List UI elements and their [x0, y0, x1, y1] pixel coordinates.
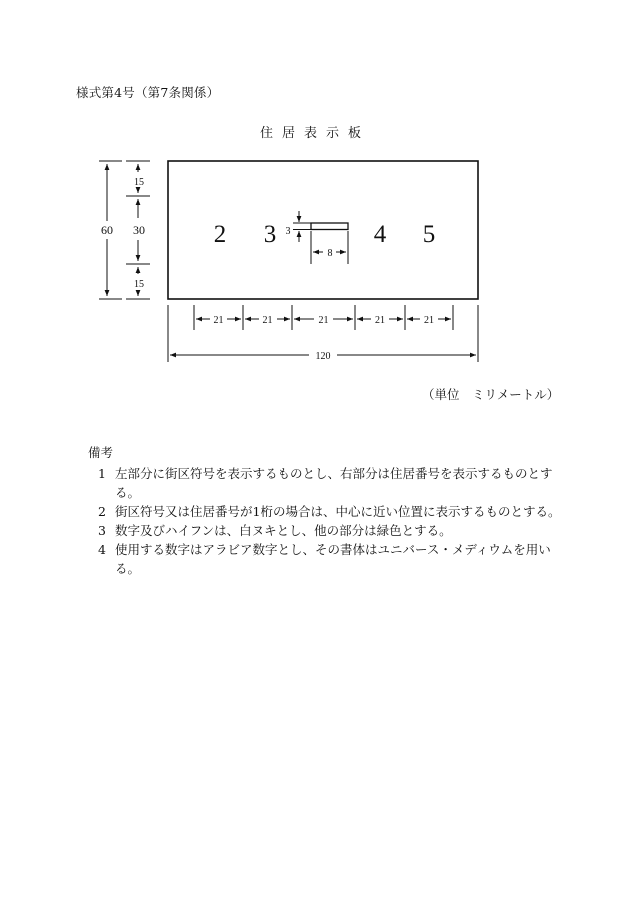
- vertical-breakdown-dimension: [126, 161, 150, 299]
- note-number: 4: [98, 542, 106, 557]
- segment-label-5: 21: [424, 315, 434, 326]
- segment-label-3: 21: [318, 315, 329, 326]
- middle-height-label: 30: [133, 223, 145, 237]
- segment-label-2: 21: [262, 315, 273, 326]
- note-item: [88, 540, 563, 578]
- notes-section: [88, 443, 563, 578]
- note-item: [88, 521, 563, 540]
- height-total-label: 60: [101, 223, 113, 237]
- digit-1: 2: [213, 221, 227, 248]
- hyphen-width-dimension: [311, 231, 348, 264]
- unit-note: （単位 ミリメートル）: [422, 387, 560, 402]
- total-width-label: 120: [315, 351, 331, 362]
- note-text: 数字及びハイフンは、白ヌキとし、他の部分は緑色とする。: [115, 523, 452, 538]
- note-item: [88, 464, 563, 502]
- height-dimension: [99, 161, 122, 299]
- form-number: 様式第4号（第7条関係）: [76, 85, 220, 100]
- digit-2: 3: [263, 221, 277, 248]
- digit-3: 4: [373, 221, 387, 248]
- hyphen-height-dimension: [286, 211, 312, 242]
- top-margin-label: 15: [134, 177, 144, 188]
- note-text: 左部分に街区符号を表示するものとし、右部分は住居番号を表示するものとする。: [115, 466, 553, 500]
- hyphen-height-label: 3: [285, 226, 291, 237]
- hyphen-bar: [311, 223, 348, 230]
- note-item: [88, 502, 563, 521]
- segment-label-4: 21: [375, 315, 385, 326]
- note-number: 3: [98, 523, 106, 538]
- note-number: 2: [98, 504, 106, 519]
- segment-label-1: 21: [213, 315, 224, 326]
- notes-heading: 備考: [88, 445, 114, 460]
- note-text: 使用する数字はアラビア数字とし、その書体はユニバース・メディウムを用いる。: [115, 542, 551, 576]
- document-title: 住居表示板: [259, 126, 370, 141]
- bottom-margin-label: 15: [134, 279, 144, 290]
- hyphen-width-label: 8: [327, 248, 333, 259]
- note-number: 1: [98, 466, 106, 481]
- digit-4: 5: [422, 221, 436, 248]
- note-text: 街区符号又は住居番号が1桁の場合は、中心に近い位置に表示するものとする。: [115, 504, 561, 519]
